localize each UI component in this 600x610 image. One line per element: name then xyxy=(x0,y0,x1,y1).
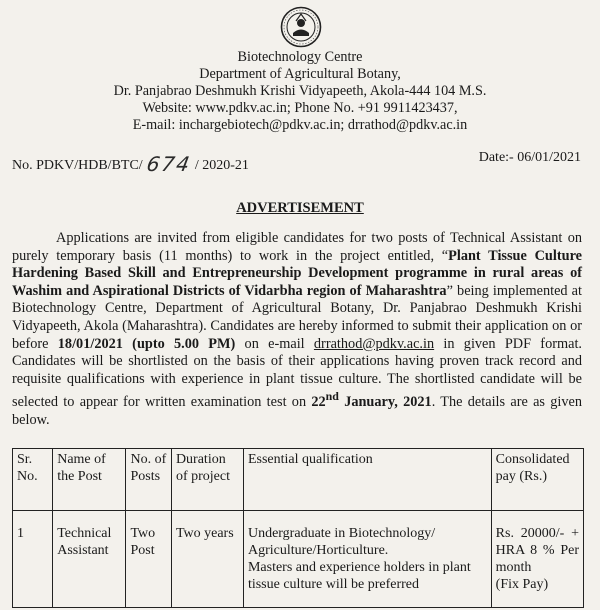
website-phone: Website: www.pdkv.ac.in; Phone No. +91 9911423437, xyxy=(142,100,458,116)
cell-post-name: Technical Assistant xyxy=(53,511,126,608)
header-post-name: Name of the Post xyxy=(53,449,126,511)
header-qualification: Essential qualification xyxy=(243,449,491,511)
cell-sr-no: 1 xyxy=(13,511,53,608)
cell-duration: Two years xyxy=(171,511,243,608)
exam-day: 22 xyxy=(311,394,326,411)
application-deadline: 18/01/2021 (upto 5.00 PM) xyxy=(57,335,236,352)
reference-prefix: No. PDKV/HDB/BTC/ xyxy=(12,158,143,173)
header-duration: Duration of project xyxy=(171,449,243,511)
department-name: Department of Agricultural Botany, xyxy=(199,66,401,82)
exam-day-suffix: nd xyxy=(325,389,339,404)
header-post-count: No. of Posts xyxy=(126,449,171,511)
email-contacts: E-mail: inchargebiotech@pdkv.ac.in; drrathod@pdkv.ac.in xyxy=(132,117,468,133)
cell-post-count: Two Post xyxy=(126,511,171,608)
reference-suffix: / 2020-21 xyxy=(194,158,249,173)
project-title: Plant Tissue Culture Hardening Based Skill and Entrepreneurship Development programme in rural areas of Washim and Aspirational Districts of Vidarbha region of Maharashtra xyxy=(12,247,583,299)
advertisement-body xyxy=(12,230,582,429)
cell-pay xyxy=(491,511,583,608)
qualification-essential: Undergraduate in Biotechnology/ Agriculture/Horticulture. xyxy=(247,526,436,558)
application-email-link[interactable]: drrathod@pdkv.ac.in xyxy=(313,335,435,352)
table-header-row xyxy=(13,449,584,511)
centre-name: Biotechnology Centre xyxy=(237,49,363,65)
issue-date: Date:- 06/01/2021 xyxy=(478,150,581,165)
qualification-preferred: Masters and experience holders in plant tissue culture will be preferred xyxy=(247,560,471,592)
page-title: ADVERTISEMENT xyxy=(236,200,364,216)
body-part1: Applications are invited from eligible candidates for two posts of Technical Assistant on purely temporary basis (11 months) to work in the project entitled, “ xyxy=(12,230,582,264)
university-emblem-icon xyxy=(280,6,322,48)
body-part2: ” being implemented at Biotechnology Centre, Department of Agricultural Botany, Dr. Panjabrao Deshmukh Krishi Vidyapeeth, Akola (Maharashtra). Candidates are hereby informed to submit their application on or before xyxy=(12,282,583,352)
header-pay: Consolidated pay (Rs.) xyxy=(491,449,583,511)
body-part3: on e-mail xyxy=(235,335,314,352)
cell-qualification xyxy=(243,511,491,608)
handwritten-number: 674 xyxy=(144,152,193,176)
body-part5: . The details are as given below. xyxy=(12,394,583,428)
header-sr-no: Sr. No. xyxy=(13,449,53,511)
exam-month: January, 2021 xyxy=(338,394,432,411)
pay-type: (Fix Pay) xyxy=(495,577,549,592)
posts-table xyxy=(12,448,584,608)
body-part4: in given PDF format. Candidates will be shortlisted on the basis of their applications having proven track record and requisite qualifications with experience in plant tissue culture. The shortlisted candidate will be selected to appear for written examination test on xyxy=(12,335,582,411)
reference-number xyxy=(12,150,249,174)
pay-amount: Rs. 20000/- + HRA 8 % Per month xyxy=(495,526,579,575)
exam-date xyxy=(311,389,432,411)
table-row xyxy=(13,511,584,608)
university-name: Dr. Panjabrao Deshmukh Krishi Vidyapeeth, Akola-444 104 M.S. xyxy=(113,83,487,99)
